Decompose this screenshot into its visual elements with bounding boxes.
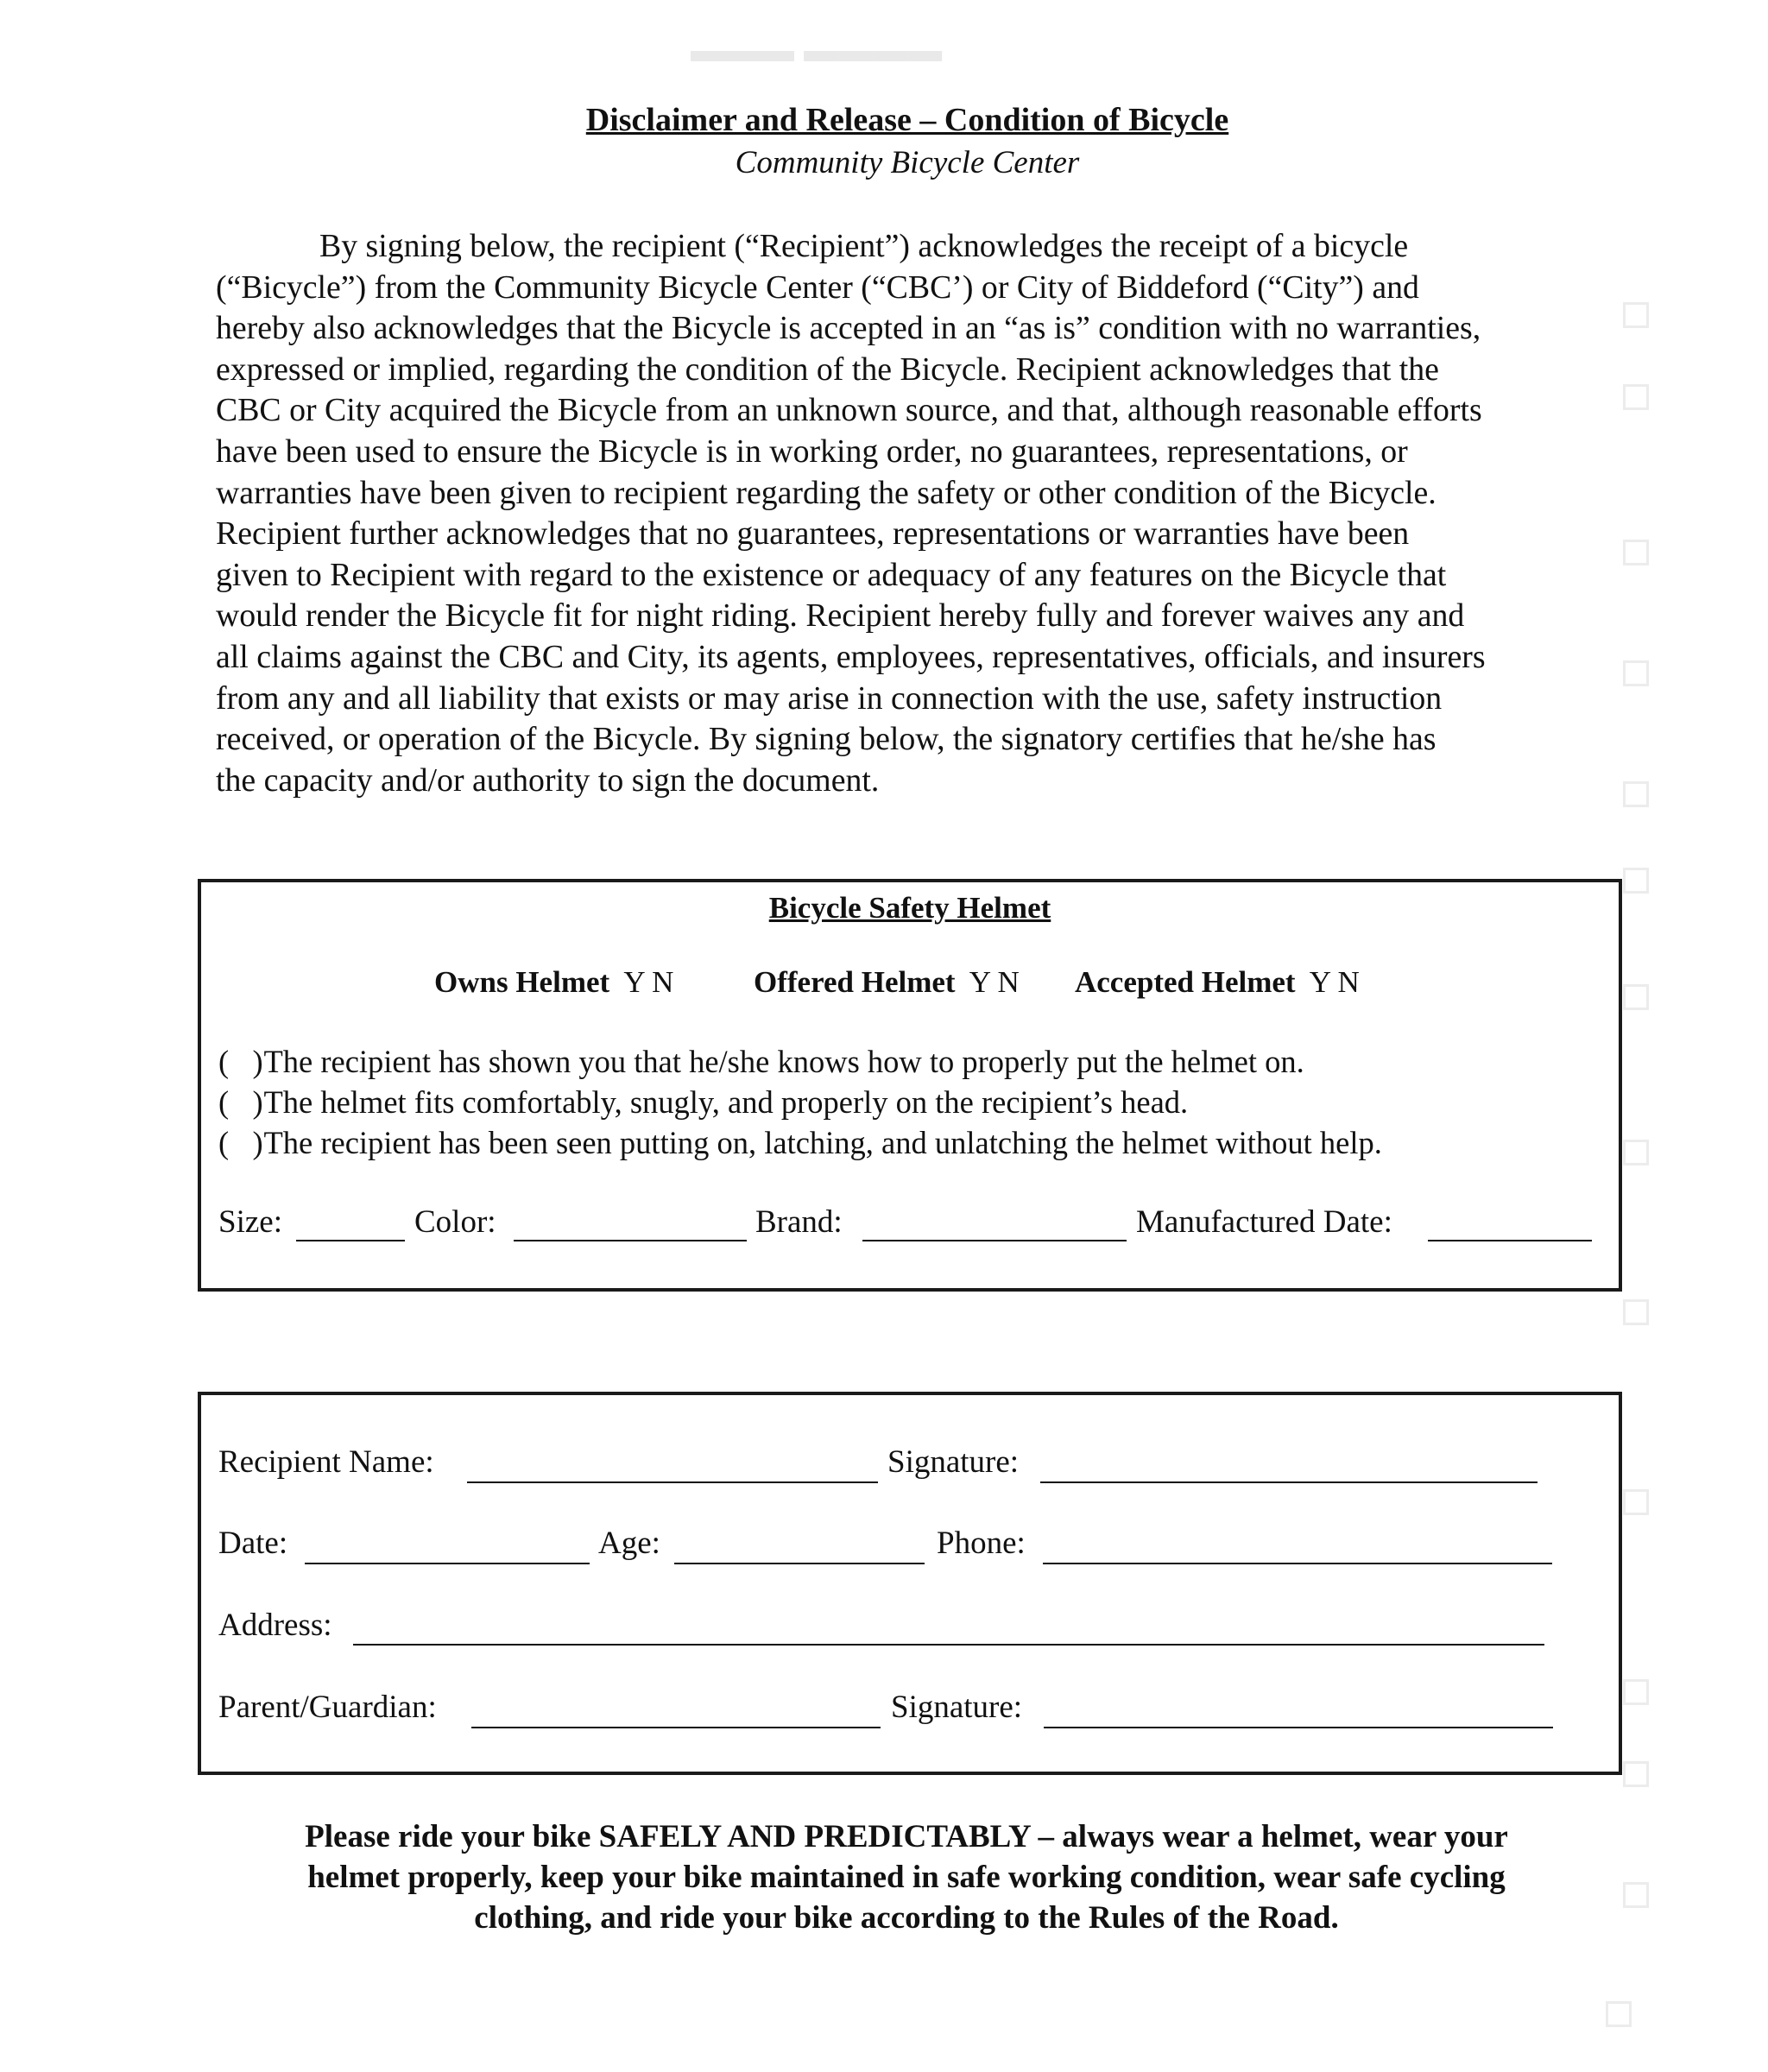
paragraph-line: would render the Bicycle fit for night riding. Recipient hereby fully and forever waives any and xyxy=(216,597,1465,635)
check-label: The recipient has been seen putting on, latching, and unlatching the helmet without help. xyxy=(263,1125,1382,1160)
page-title: Disclaimer and Release – Condition of Bicycle xyxy=(585,102,1229,138)
accepted-helmet-label: Accepted Helmet xyxy=(1075,965,1296,999)
check-label: The helmet fits comfortably, snugly, and properly on the recipient’s head. xyxy=(263,1084,1189,1120)
brand-field[interactable] xyxy=(862,1240,1127,1241)
recipient-section xyxy=(198,1392,1622,1775)
offered-helmet-label: Offered Helmet xyxy=(754,965,956,999)
age-label: Age: xyxy=(598,1526,660,1561)
footer-line: helmet properly, keep your bike maintained in safe working condition, wear safe cycling xyxy=(307,1860,1506,1895)
paragraph-line: hereby also acknowledges that the Bicycle is accepted in an “as is” condition with no warranties, xyxy=(216,310,1481,347)
guardian-signature-label: Signature: xyxy=(891,1690,1023,1725)
paragraph-line: given to Recipient with regard to the existence or adequacy of any features on the Bicycle that xyxy=(216,556,1447,593)
owns-helmet-question xyxy=(434,965,673,1000)
page-subtitle: Community Bicycle Center xyxy=(735,145,1080,180)
paragraph-line: all claims against the CBC and City, its agents, employees, representatives, officials, and insurers xyxy=(216,638,1486,675)
recipient-signature-field[interactable] xyxy=(1040,1481,1538,1483)
disclaimer-paragraph xyxy=(216,226,1614,801)
color-label: Color: xyxy=(414,1204,496,1240)
offered-helmet-question xyxy=(754,965,1020,1000)
recipient-name-label: Recipient Name: xyxy=(218,1444,434,1480)
helmet-section-title: Bicycle Safety Helmet xyxy=(768,891,1051,925)
guardian-signature-field[interactable] xyxy=(1044,1727,1553,1728)
paragraph-line: have been used to ensure the Bicycle is in working order, no guarantees, representations, or xyxy=(216,433,1408,470)
phone-field[interactable] xyxy=(1043,1563,1552,1564)
paragraph-line: warranties have been given to recipient regarding the safety or other condition of the Bicycle. xyxy=(216,474,1436,511)
guardian-label: Parent/Guardian: xyxy=(218,1690,437,1725)
size-label: Size: xyxy=(218,1204,282,1240)
paragraph-line: received, or operation of the Bicycle. By signing below, the signatory certifies that he/she has xyxy=(216,721,1436,758)
paragraph-line: By signing below, the recipient (“Recipient”) acknowledges the receipt of a bicycle xyxy=(319,228,1409,264)
check-box[interactable]: ( ) xyxy=(218,1084,263,1120)
check-label: The recipient has shown you that he/she knows how to properly put the helmet on. xyxy=(263,1044,1304,1079)
address-label: Address: xyxy=(218,1608,332,1643)
brand-label: Brand: xyxy=(755,1204,843,1240)
date-field[interactable] xyxy=(305,1563,590,1564)
check-box[interactable]: ( ) xyxy=(218,1044,263,1079)
manufactured-date-field[interactable] xyxy=(1428,1240,1592,1241)
phone-label: Phone: xyxy=(937,1526,1026,1561)
safety-reminder xyxy=(216,1816,1597,1938)
paragraph-line: the capacity and/or authority to sign the document. xyxy=(216,761,880,799)
size-field[interactable] xyxy=(296,1240,405,1241)
age-field[interactable] xyxy=(674,1563,925,1564)
color-field[interactable] xyxy=(514,1240,747,1241)
footer-line: clothing, and ride your bike according to the Rules of the Road. xyxy=(474,1900,1339,1936)
recipient-signature-label: Signature: xyxy=(887,1444,1020,1480)
manufactured-date-label: Manufactured Date: xyxy=(1136,1204,1392,1240)
helmet-check-item xyxy=(218,1083,1188,1121)
accepted-helmet-question xyxy=(1075,965,1360,1000)
paragraph-line: from any and all liability that exists or may arise in connection with the use, safety instruction xyxy=(216,679,1443,717)
owns-helmet-label: Owns Helmet xyxy=(434,965,610,999)
footer-line: Please ride your bike SAFELY AND PREDICTABLY – always wear a helmet, wear your xyxy=(305,1819,1508,1854)
accepted-helmet-yn[interactable]: Y N xyxy=(1309,965,1360,999)
guardian-name-field[interactable] xyxy=(471,1727,881,1728)
paragraph-line: expressed or implied, regarding the condition of the Bicycle. Recipient acknowledges that the xyxy=(216,351,1439,388)
owns-helmet-yn[interactable]: Y N xyxy=(623,965,674,999)
helmet-check-item xyxy=(218,1043,1304,1080)
check-box[interactable]: ( ) xyxy=(218,1125,263,1160)
paragraph-line: (“Bicycle”) from the Community Bicycle Center (“CBC’) or City of Biddeford (“City”) and xyxy=(216,268,1419,306)
paragraph-line: Recipient further acknowledges that no guarantees, representations or warranties have been xyxy=(216,515,1410,553)
address-field[interactable] xyxy=(353,1644,1544,1646)
helmet-check-item xyxy=(218,1124,1382,1161)
paragraph-line: CBC or City acquired the Bicycle from an unknown source, and that, although reasonable efforts xyxy=(216,392,1482,429)
date-label: Date: xyxy=(218,1526,288,1561)
recipient-name-field[interactable] xyxy=(467,1481,878,1483)
helmet-section xyxy=(198,879,1622,1292)
offered-helmet-yn[interactable]: Y N xyxy=(969,965,1020,999)
